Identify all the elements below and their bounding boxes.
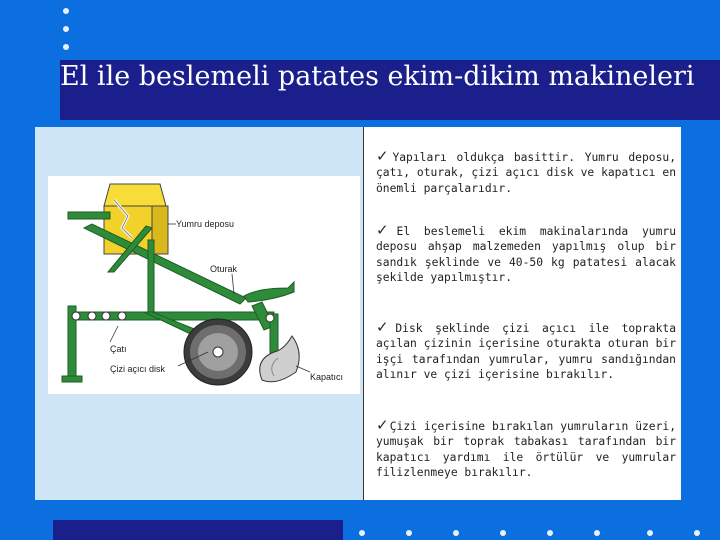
seat-icon [244,282,294,302]
text-panel [363,127,681,500]
paragraph-text: Disk şeklinde çizi açıcı ile toprakta açılan çizinin içerisine oturakta oturan bir işçi tarafından yumrular, yumru sandığından alınır ve çizi içerisine bırakılır. [376,322,676,382]
checkmark-icon: ✓ [376,221,396,239]
decorative-dot [647,530,653,536]
label-hopper: Yumru deposu [176,219,235,229]
disc-icon [184,319,252,385]
decorative-dot [63,44,69,50]
paragraph-3 [376,320,676,383]
coverer-icon [260,336,299,382]
decorative-dot [500,530,506,536]
decorative-dot [694,530,700,536]
paragraph-2 [376,223,676,286]
decorative-dot [63,8,69,14]
label-disc: Çizi açıcı disk [110,364,166,374]
decorative-dot [406,530,412,536]
decorative-dot [547,530,553,536]
planter-figure [48,176,360,394]
decorative-dot [63,26,69,32]
decorative-dot [359,530,365,536]
label-seat: Oturak [210,264,238,274]
checkmark-icon: ✓ [376,318,395,336]
paragraph-text: El beslemeli ekim makinalarında yumru deposu ahşap malzemeden yapılmış olup bir sandık şeklinde ve 40-50 kg patatesi alacak şekilde yapılmıştır. [376,225,676,285]
checkmark-icon: ✓ [376,147,392,165]
label-frame: Çatı [110,344,127,354]
slide-title: El ile beslemeli patates ekim-dikim makineleri [60,61,695,92]
paragraph-text: Yapıları oldukça basittir. Yumru deposu, çatı, oturak, çizi açıcı disk ve kapatıcı en önemli parçalarıdır. [376,151,676,195]
decorative-dot [594,530,600,536]
planter-illustration [48,176,360,394]
footer-band [53,520,343,540]
label-coverer: Kapatıcı [310,372,344,382]
decorative-dot [453,530,459,536]
paragraph-text: Çizi içerisine bırakılan yumruların üzeri, yumuşak bir toprak tabakası tarafından bir kapatıcı yardımı ile örtülür ve yumrular filizlenmeye bırakılır. [376,420,677,480]
paragraph-4 [376,418,676,481]
checkmark-icon: ✓ [376,416,389,434]
paragraph-1 [376,149,676,196]
